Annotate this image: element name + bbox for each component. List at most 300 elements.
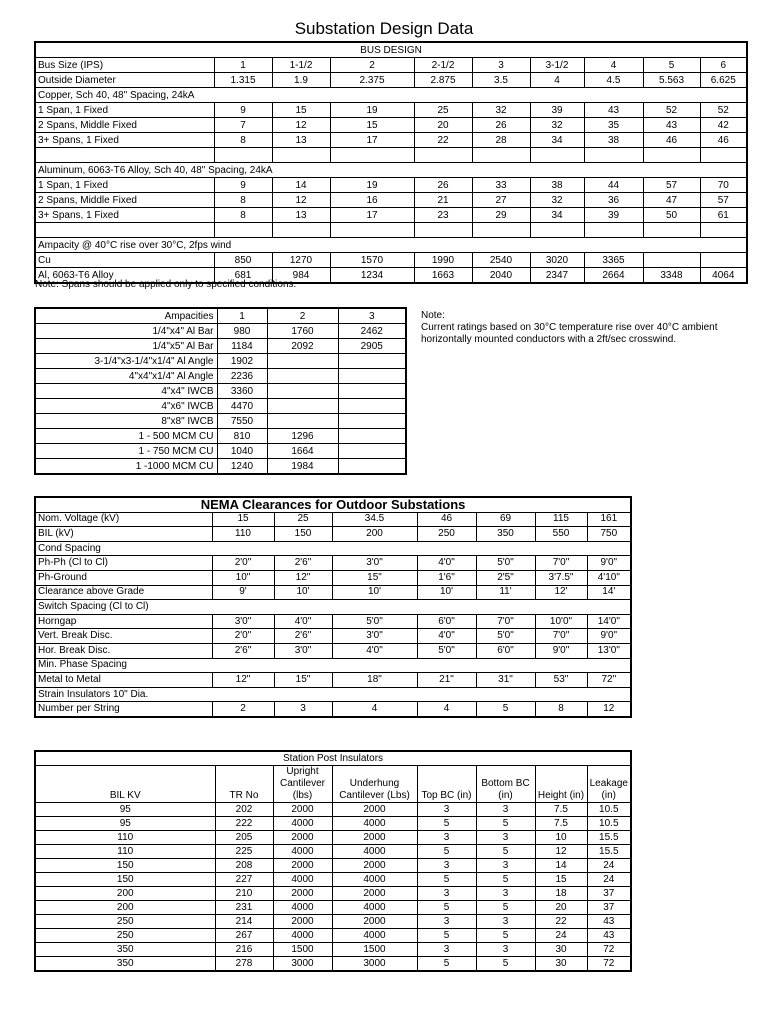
- column-header: TR No: [215, 766, 273, 803]
- table-cell: [338, 384, 406, 399]
- table-row: [35, 915, 631, 929]
- bus-size-header: 6: [700, 58, 747, 73]
- table-cell: 32: [530, 193, 584, 208]
- bus-size-header: 2: [330, 58, 414, 73]
- table-cell: 43: [587, 929, 631, 943]
- table-cell: 34.5: [332, 512, 417, 527]
- table-cell: 26: [472, 118, 530, 133]
- table-cell: 32: [530, 118, 584, 133]
- table-cell: 5'0": [417, 643, 476, 658]
- table-cell: [267, 414, 338, 429]
- table-cell: 1.315: [214, 73, 272, 88]
- table-cell: 72: [587, 943, 631, 957]
- table-cell: 3020: [530, 253, 584, 268]
- table-cell: 115: [535, 512, 587, 527]
- table-cell: [338, 429, 406, 444]
- table-row: [35, 643, 631, 658]
- table-cell: 4: [530, 73, 584, 88]
- table-cell: 980: [217, 324, 267, 339]
- table-cell: 16: [330, 193, 414, 208]
- table-cell: 15": [274, 673, 332, 688]
- table-cell: 42: [700, 118, 747, 133]
- table-cell: 46: [643, 133, 700, 148]
- table-cell: 12": [274, 570, 332, 585]
- section-caption: Cond Spacing: [35, 541, 631, 556]
- table-cell: 10'0": [535, 614, 587, 629]
- bus-size-header: 1: [214, 58, 272, 73]
- table-cell: 24: [535, 929, 587, 943]
- table-cell: 3.5: [472, 73, 530, 88]
- table-cell: 32: [472, 103, 530, 118]
- table-cell: 10': [417, 585, 476, 600]
- table-cell: 2000: [273, 859, 332, 873]
- table-cell: 5: [417, 929, 476, 943]
- table-cell: 810: [217, 429, 267, 444]
- table-cell: 1270: [272, 253, 330, 268]
- table-cell: 6.625: [700, 73, 747, 88]
- row-label: Hor. Break Disc.: [35, 643, 212, 658]
- table-cell: 3000: [332, 957, 417, 972]
- table-cell: 150: [35, 859, 215, 873]
- table-title-row: [35, 497, 631, 512]
- bus-design-caption: BUS DESIGN: [35, 42, 747, 58]
- table-cell: 12": [212, 673, 274, 688]
- empty-cell: [35, 223, 214, 238]
- column-header: Height (in): [535, 766, 587, 803]
- table-cell: 37: [587, 887, 631, 901]
- table-cell: 15: [212, 512, 274, 527]
- table-cell: 1184: [217, 339, 267, 354]
- ampacities-note-body: Current ratings based on 30°C temperature rise over 40°C ambient horizontally mounted conductors with a 2ft/sec crosswind.: [421, 322, 718, 345]
- table-cell: 1500: [332, 943, 417, 957]
- section-row: [35, 238, 747, 253]
- table-cell: 3365: [584, 253, 643, 268]
- table-cell: 1234: [330, 268, 414, 284]
- table-cell: 250: [35, 915, 215, 929]
- row-label: Nom. Voltage (kV): [35, 512, 212, 527]
- table-cell: 200: [332, 527, 417, 542]
- table-cell: 8: [214, 133, 272, 148]
- table-row: [35, 429, 406, 444]
- bus-size-header: 1-1/2: [272, 58, 330, 73]
- table-cell: 4000: [273, 873, 332, 887]
- empty-cell: [414, 223, 472, 238]
- table-cell: 15: [272, 103, 330, 118]
- empty-cell: [700, 223, 747, 238]
- table-row: [35, 118, 747, 133]
- column-header: Upright Cantilever (lbs): [273, 766, 332, 803]
- table-cell: 9: [214, 178, 272, 193]
- table-cell: 24: [587, 873, 631, 887]
- section-caption: Strain Insulators 10" Dia.: [35, 687, 631, 702]
- table-cell: 2000: [332, 803, 417, 817]
- table-row: [35, 957, 631, 972]
- table-row: [35, 253, 747, 268]
- table-row: [35, 459, 406, 475]
- table-cell: 210: [215, 887, 273, 901]
- row-label: 1 -1000 MCM CU: [35, 459, 217, 475]
- table-cell: 3'0": [212, 614, 274, 629]
- table-cell: 1.9: [272, 73, 330, 88]
- table-cell: 29: [472, 208, 530, 223]
- row-label: Ph-Ground: [35, 570, 212, 585]
- empty-cell: [530, 223, 584, 238]
- table-cell: 11': [476, 585, 535, 600]
- row-label: 8"x8" IWCB: [35, 414, 217, 429]
- table-cell: 1570: [330, 253, 414, 268]
- table-row: [35, 42, 747, 58]
- table-cell: 4: [332, 702, 417, 717]
- bus-size-header: 4: [584, 58, 643, 73]
- table-cell: 4000: [332, 873, 417, 887]
- table-cell: 5'0": [476, 629, 535, 644]
- table-cell: 8: [214, 208, 272, 223]
- table-cell: 1990: [414, 253, 472, 268]
- table-cell: 4'0": [417, 629, 476, 644]
- table-cell: 208: [215, 859, 273, 873]
- table-cell: 9': [212, 585, 274, 600]
- table-cell: 5.563: [643, 73, 700, 88]
- table-row: [35, 103, 747, 118]
- table-row: [35, 873, 631, 887]
- table-cell: 3: [274, 702, 332, 717]
- table-cell: 9'0": [587, 556, 631, 571]
- table-cell: 200: [35, 887, 215, 901]
- row-label: Outside Diameter: [35, 73, 214, 88]
- table-cell: 34: [530, 133, 584, 148]
- empty-cell: [643, 148, 700, 163]
- table-cell: 2.375: [330, 73, 414, 88]
- bus-size-header: 3: [472, 58, 530, 73]
- bus-design-table: [34, 41, 748, 284]
- table-cell: 267: [215, 929, 273, 943]
- table-row: [35, 512, 631, 527]
- table-row: [35, 943, 631, 957]
- table-cell: 1984: [267, 459, 338, 475]
- table-cell: 5: [476, 929, 535, 943]
- section-caption: Ampacity @ 40°C rise over 30°C, 2fps wind: [35, 238, 747, 253]
- section-caption: Switch Spacing (Cl to Cl): [35, 600, 631, 615]
- table-cell: 110: [35, 845, 215, 859]
- table-row: [35, 845, 631, 859]
- table-cell: 750: [587, 527, 631, 542]
- row-label: Ph-Ph (Cl to Cl): [35, 556, 212, 571]
- section-row: [35, 600, 631, 615]
- column-header: Bottom BC (in): [476, 766, 535, 803]
- page-title: Substation Design Data: [294, 19, 474, 38]
- table-cell: 69: [476, 512, 535, 527]
- table-cell: 350: [476, 527, 535, 542]
- column-header: Underhung Cantilever (Lbs): [332, 766, 417, 803]
- table-cell: 850: [214, 253, 272, 268]
- empty-cell: [214, 223, 272, 238]
- table-cell: 17: [330, 133, 414, 148]
- empty-cell: [330, 148, 414, 163]
- table-cell: 1240: [217, 459, 267, 475]
- bus-size-header: 2-1/2: [414, 58, 472, 73]
- table-row: [35, 444, 406, 459]
- row-label: 3+ Spans, 1 Fixed: [35, 208, 214, 223]
- table-cell: 8: [214, 193, 272, 208]
- table-cell: 3'0": [332, 556, 417, 571]
- table-cell: 3000: [273, 957, 332, 972]
- row-label: 4"x6" IWCB: [35, 399, 217, 414]
- row-label: 1 Span, 1 Fixed: [35, 178, 214, 193]
- table-cell: 5'0": [476, 556, 535, 571]
- table-cell: 10.5: [587, 817, 631, 831]
- table-cell: 4000: [332, 901, 417, 915]
- table-cell: 2'6": [274, 629, 332, 644]
- table-cell: 4470: [217, 399, 267, 414]
- table-row: [35, 556, 631, 571]
- table-cell: 2000: [273, 887, 332, 901]
- table-cell: 57: [643, 178, 700, 193]
- table-row: [35, 817, 631, 831]
- table-cell: 1'6": [417, 570, 476, 585]
- table-cell: 3360: [217, 384, 267, 399]
- table-cell: [338, 354, 406, 369]
- table-cell: 23: [414, 208, 472, 223]
- table-cell: 52: [643, 103, 700, 118]
- table-row: [35, 585, 631, 600]
- table-cell: 3: [417, 803, 476, 817]
- column-header: 1: [217, 308, 267, 324]
- table-cell: 43: [584, 103, 643, 118]
- table-cell: 9: [214, 103, 272, 118]
- table-cell: 15: [330, 118, 414, 133]
- row-label: Bus Size (IPS): [35, 58, 214, 73]
- empty-cell: [472, 148, 530, 163]
- table-cell: 27: [472, 193, 530, 208]
- table-cell: 4.5: [584, 73, 643, 88]
- table-cell: 14': [587, 585, 631, 600]
- table-header-row: [35, 308, 406, 324]
- table-row: [35, 384, 406, 399]
- table-cell: 1663: [414, 268, 472, 284]
- empty-cell: [214, 148, 272, 163]
- table-cell: 4000: [332, 817, 417, 831]
- bus-size-header: 5: [643, 58, 700, 73]
- section-row: [35, 658, 631, 673]
- table-cell: [338, 444, 406, 459]
- table-cell: 3'0": [274, 643, 332, 658]
- table-cell: 26: [414, 178, 472, 193]
- section-caption: Copper, Sch 40, 48" Spacing, 24kA: [35, 88, 747, 103]
- table-cell: 46: [700, 133, 747, 148]
- station-post-insulators-table: [34, 750, 632, 972]
- table-cell: 39: [530, 103, 584, 118]
- table-cell: 18: [535, 887, 587, 901]
- table-row: [35, 414, 406, 429]
- table-cell: 22: [414, 133, 472, 148]
- nema-title: NEMA Clearances for Outdoor Substations: [35, 497, 631, 512]
- table-cell: 61: [700, 208, 747, 223]
- table-cell: 2000: [273, 831, 332, 845]
- bus-size-header: 3-1/2: [530, 58, 584, 73]
- table-row: [35, 929, 631, 943]
- row-label: 2 Spans, Middle Fixed: [35, 193, 214, 208]
- bus-note: Note: Spans should be applied only to specified conditions.: [35, 279, 297, 290]
- table-row: [35, 901, 631, 915]
- table-cell: 227: [215, 873, 273, 887]
- table-row: [35, 324, 406, 339]
- row-label: 3-1/4"x3-1/4"x1/4" Al Angle: [35, 354, 217, 369]
- table-cell: 984: [272, 268, 330, 284]
- table-cell: 25: [274, 512, 332, 527]
- table-row: [35, 369, 406, 384]
- table-cell: 15.5: [587, 845, 631, 859]
- table-cell: 681: [214, 268, 272, 284]
- table-cell: 5: [417, 957, 476, 972]
- empty-cell: [700, 148, 747, 163]
- table-cell: 35: [584, 118, 643, 133]
- station-post-title: Station Post Insulators: [35, 751, 631, 766]
- table-cell: [700, 253, 747, 268]
- table-cell: 72: [587, 957, 631, 972]
- row-label: Horngap: [35, 614, 212, 629]
- table-row: [35, 399, 406, 414]
- table-cell: 39: [584, 208, 643, 223]
- table-cell: 2.875: [414, 73, 472, 88]
- ampacities-table: [34, 307, 407, 475]
- table-cell: 13: [272, 133, 330, 148]
- table-cell: [338, 369, 406, 384]
- table-cell: 47: [643, 193, 700, 208]
- row-label: 1 - 750 MCM CU: [35, 444, 217, 459]
- table-cell: 5: [476, 873, 535, 887]
- table-cell: 3: [417, 859, 476, 873]
- table-cell: 2'0": [212, 629, 274, 644]
- table-cell: 10': [332, 585, 417, 600]
- table-cell: 4: [417, 702, 476, 717]
- table-row: [35, 193, 747, 208]
- table-row: [35, 887, 631, 901]
- column-header: Ampacities: [35, 308, 217, 324]
- table-cell: 1296: [267, 429, 338, 444]
- table-cell: 14'0": [587, 614, 631, 629]
- table-cell: 2000: [332, 887, 417, 901]
- table-cell: 4000: [332, 929, 417, 943]
- table-cell: 278: [215, 957, 273, 972]
- table-cell: 231: [215, 901, 273, 915]
- row-label: 4"x4" IWCB: [35, 384, 217, 399]
- table-cell: 22: [535, 915, 587, 929]
- table-cell: 6'0": [417, 614, 476, 629]
- table-cell: 25: [414, 103, 472, 118]
- table-cell: 110: [212, 527, 274, 542]
- table-cell: 7.5: [535, 817, 587, 831]
- row-label: Number per String: [35, 702, 212, 717]
- table-row: [35, 339, 406, 354]
- table-cell: 7'0": [476, 614, 535, 629]
- table-cell: 5: [417, 873, 476, 887]
- table-cell: 3: [476, 831, 535, 845]
- table-cell: 95: [35, 817, 215, 831]
- table-cell: 2092: [267, 339, 338, 354]
- table-cell: 37: [587, 901, 631, 915]
- section-row: [35, 88, 747, 103]
- row-label: Clearance above Grade: [35, 585, 212, 600]
- table-cell: 2462: [338, 324, 406, 339]
- table-cell: 28: [472, 133, 530, 148]
- column-header: 3: [338, 308, 406, 324]
- empty-cell: [35, 148, 214, 163]
- table-row: [35, 208, 747, 223]
- table-cell: 52: [700, 103, 747, 118]
- table-cell: 205: [215, 831, 273, 845]
- table-cell: 225: [215, 845, 273, 859]
- table-cell: 5: [476, 957, 535, 972]
- table-cell: 3: [476, 859, 535, 873]
- table-cell: [338, 414, 406, 429]
- table-cell: 250: [417, 527, 476, 542]
- ampacities-note-title: Note:: [421, 310, 445, 321]
- table-cell: 44: [584, 178, 643, 193]
- table-cell: 3: [417, 915, 476, 929]
- section-caption: Aluminum, 6063-T6 Alloy, Sch 40, 48" Spacing, 24kA: [35, 163, 747, 178]
- table-cell: 2'6": [274, 556, 332, 571]
- table-cell: 8: [535, 702, 587, 717]
- table-cell: 5: [417, 845, 476, 859]
- column-header: Top BC (in): [417, 766, 476, 803]
- row-label: 1/4"x4" Al Bar: [35, 324, 217, 339]
- table-cell: 3: [417, 831, 476, 845]
- table-cell: [338, 459, 406, 475]
- section-row: [35, 163, 747, 178]
- table-cell: [643, 253, 700, 268]
- table-cell: 3: [476, 887, 535, 901]
- table-cell: 2000: [273, 915, 332, 929]
- table-cell: 18": [332, 673, 417, 688]
- table-row: [35, 702, 631, 717]
- table-cell: 12': [535, 585, 587, 600]
- table-cell: 4'0": [417, 556, 476, 571]
- blank-row: [35, 148, 747, 163]
- empty-cell: [584, 148, 643, 163]
- table-cell: 13: [272, 208, 330, 223]
- row-label: BIL (kV): [35, 527, 212, 542]
- table-cell: 53": [535, 673, 587, 688]
- table-cell: 5: [417, 901, 476, 915]
- column-header: 2: [267, 308, 338, 324]
- row-label: Vert. Break Disc.: [35, 629, 212, 644]
- table-row: [35, 73, 747, 88]
- table-row: [35, 831, 631, 845]
- table-cell: 13'0": [587, 643, 631, 658]
- table-row: [35, 178, 747, 193]
- table-cell: 43: [643, 118, 700, 133]
- table-cell: 46: [417, 512, 476, 527]
- table-cell: 21": [417, 673, 476, 688]
- table-cell: 2347: [530, 268, 584, 284]
- table-cell: 216: [215, 943, 273, 957]
- table-cell: 43: [587, 915, 631, 929]
- table-row: [35, 58, 747, 73]
- table-cell: 21: [414, 193, 472, 208]
- table-cell: 12: [535, 845, 587, 859]
- table-cell: 72": [587, 673, 631, 688]
- table-row: [35, 803, 631, 817]
- table-cell: 31": [476, 673, 535, 688]
- table-row: [35, 527, 631, 542]
- table-cell: 202: [215, 803, 273, 817]
- table-cell: 14: [272, 178, 330, 193]
- row-label: 1/4"x5" Al Bar: [35, 339, 217, 354]
- table-cell: 9'0": [535, 643, 587, 658]
- table-cell: 15.5: [587, 831, 631, 845]
- table-cell: 5: [476, 845, 535, 859]
- table-cell: 7550: [217, 414, 267, 429]
